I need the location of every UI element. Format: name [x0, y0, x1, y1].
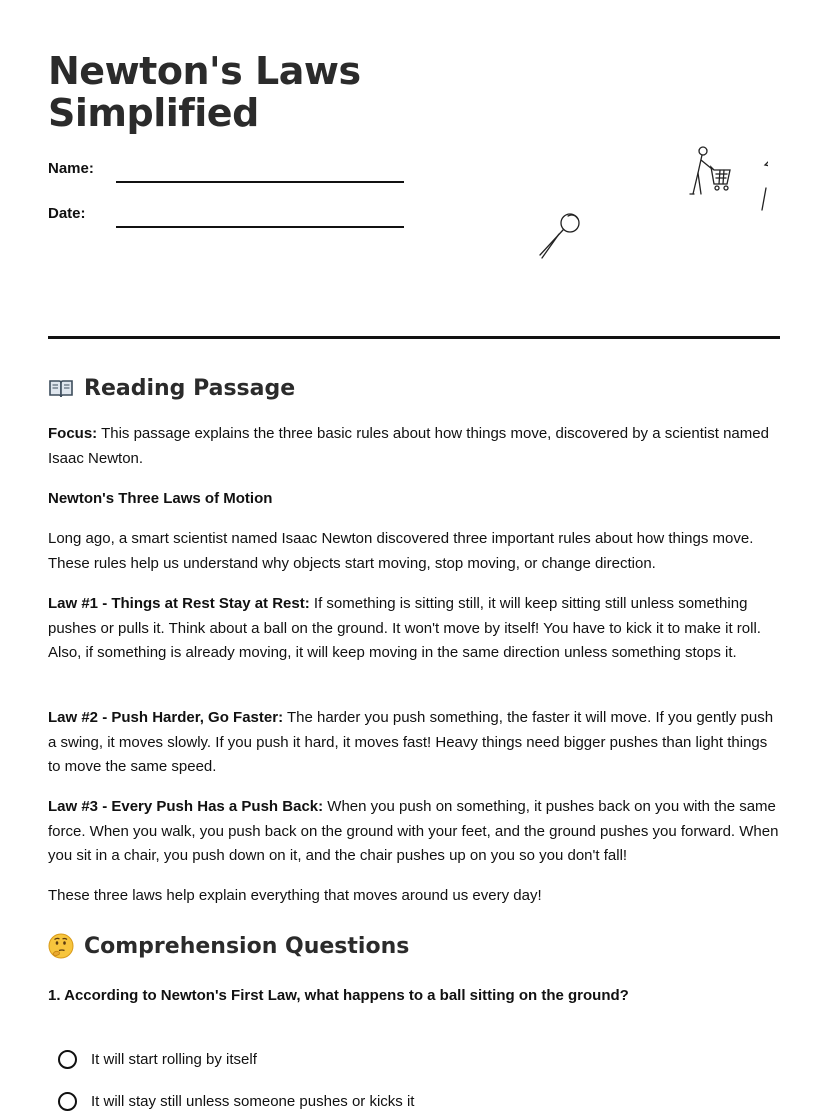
- reading-passage-heading: [48, 375, 295, 401]
- date-label: Date:: [48, 205, 86, 222]
- law-3-paragraph: [48, 795, 780, 869]
- closing-paragraph: These three laws help explain everything that moves around us every day!: [48, 887, 542, 904]
- name-field[interactable]: [116, 181, 404, 183]
- page-title: Newton's Laws Simplified: [48, 49, 361, 135]
- focus-paragraph: [48, 422, 780, 471]
- intro-paragraph: Long ago, a smart scientist named Isaac Newton discovered three important rules about how things move. These rules help us understand why objects start moving, stop moving, or change direction.: [48, 530, 754, 572]
- date-field[interactable]: [116, 226, 404, 228]
- law-3-label: Law #3 - Every Push Has a Push Back:: [48, 798, 324, 815]
- rocket-icon: [762, 138, 768, 210]
- header-divider: [48, 336, 780, 339]
- comprehension-questions-heading: [48, 933, 409, 959]
- question-1: 1. According to Newton's First Law, what happens to a ball sitting on the ground?: [48, 987, 629, 1004]
- passage-subheading: Newton's Three Laws of Motion: [48, 490, 273, 507]
- radio-button[interactable]: [58, 1050, 77, 1069]
- option-label: It will stay still unless someone pushes or kicks it: [91, 1093, 415, 1110]
- ball-motion-icon: [540, 214, 579, 258]
- law-1-paragraph: [48, 592, 780, 666]
- focus-label: Focus:: [48, 425, 98, 442]
- law-3-text: When you push on something, it pushes back on you with the same force. When you walk, you push back on the ground with your feet, and the ground pushes you forward. When you sit in a chair, you push down on it, and the chair pushes up on you so you don't fall!: [48, 798, 779, 864]
- reading-passage-heading-text: Reading Passage: [84, 375, 296, 401]
- option-label: It will start rolling by itself: [91, 1051, 257, 1068]
- question-1-option-a[interactable]: [58, 1050, 257, 1069]
- focus-text: This passage explains the three basic rules about how things move, discovered by a scientist named Isaac Newton.: [48, 425, 769, 467]
- thinking-face-icon: [48, 933, 74, 959]
- law-2-paragraph: [48, 706, 780, 780]
- law-2-text: The harder you push something, the faster it will move. If you gently push a swing, it moves slowly. If you push it hard, it moves fast! Heavy things need bigger pushes than light things to move the same speed.: [48, 709, 774, 775]
- book-icon: [48, 375, 74, 401]
- question-1-option-b[interactable]: [58, 1092, 414, 1111]
- person-pushing-cart-icon: [690, 147, 730, 194]
- header-illustration: [528, 130, 768, 270]
- law-1-text: If something is sitting still, it will keep sitting still unless something pushes or pulls it. Think about a ball on the ground. It won't move by itself! You have to kick it to make it roll. Also, if something is already moving, it will keep moving in the same direction unless something stops it.: [48, 595, 761, 661]
- law-2-label: Law #2 - Push Harder, Go Faster:: [48, 709, 284, 726]
- name-label: Name:: [48, 160, 94, 177]
- law-1-label: Law #1 - Things at Rest Stay at Rest:: [48, 595, 310, 612]
- comprehension-questions-heading-text: Comprehension Questions: [84, 933, 410, 959]
- radio-button[interactable]: [58, 1092, 77, 1111]
